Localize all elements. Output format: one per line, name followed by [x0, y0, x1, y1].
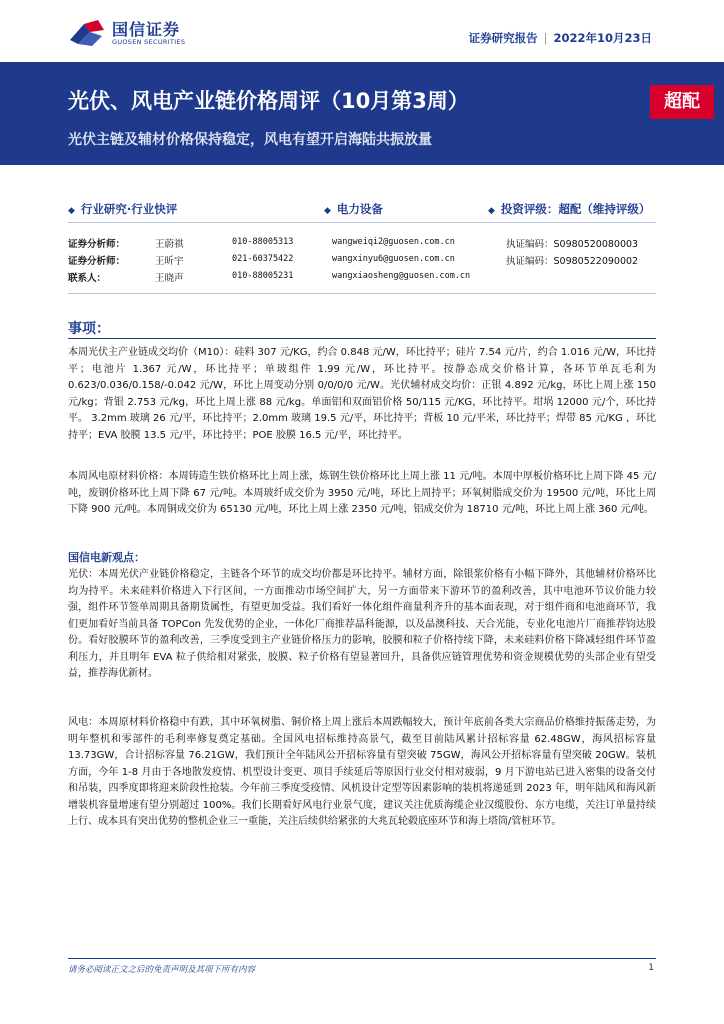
report-subtitle: 光伏主链及辅材价格保持稳定，风电有望开启海陆共振放量 — [68, 132, 432, 148]
report-meta: 证券研究报告 | 2022年10月23日 — [468, 31, 652, 45]
report-type: 证券研究报告 — [468, 31, 538, 45]
footer-disclaimer: 请务必阅读正文之后的免责声明及其项下所有内容 — [68, 965, 256, 975]
rating-badge: 超配 — [650, 85, 714, 119]
diamond-icon: ◆ — [324, 206, 331, 216]
section-title: 事项： — [68, 321, 110, 337]
diamond-icon: ◆ — [488, 206, 495, 216]
page-number: 1 — [648, 963, 654, 973]
contact-email[interactable]: wangxiaosheng@guosen.com.cn — [332, 271, 471, 281]
paragraph-wind-materials: 本周风电原材料价格：本周铸造生铁价格环比上周上涨，炼钢生铁价格环比上周上涨 11 元/吨。本周中厚板价格环比上周下降 45 元/吨，废钢价格环比上周下降 67 元/吨。本周玻纤成交价为 3950 元/吨，环比上周持平；环氧树脂成交价为 19500 元/吨，环比上周下降 900 元/吨。本周铜成交价为 65130 元/吨，环比上周上涨 2350 元/吨，铝成交价为 18710 元/吨，环比上周上涨 360 元/吨。 — [68, 471, 656, 515]
analyst-role: 证券分析师： — [68, 256, 126, 267]
analyst-role: 证券分析师： — [68, 239, 126, 250]
analyst-email[interactable]: wangweiqi2@guosen.com.cn — [332, 237, 455, 247]
divider — [68, 222, 656, 223]
category-industry: ◆ 行业研究·行业快评 — [68, 202, 178, 216]
brand-logo-icon — [68, 18, 106, 48]
contact-phone: 010-88005231 — [232, 271, 294, 281]
category-sector: ◆ 电力设备 — [324, 202, 383, 216]
brand-name-en: GUOSEN SECURITIES — [112, 38, 186, 46]
brand-name: 国信证券 — [112, 20, 181, 39]
analyst-phone: 010-88005313 — [232, 237, 294, 247]
contact-role: 联系人： — [68, 273, 107, 284]
paragraph-view-pv: 光伏：本周光伏产业链价格稳定，主链各个环节的成交均价都是环比持平。辅材方面，除银浆价格有小幅下降外，其他辅材价格环比均为持平。未来硅料价格进入下行区间，一方面推动市场空间扩大，另一方面带来下游环节的盈利改善，其中电池环节议价能力较强，组件环节签单周期具备期货属性，有望更加受益。我们看好一体化组件商量利齐升的基本面表现，对于组件商和电池商环节，我们更加看好当前具备 TOPCon 先发优势的企业，一体化厂商推荐晶科能源，以及晶澳科技、天合光能，专业化电池片厂商推荐钧达股份。看好胶膜环节的盈利改善，三季度受到主产业链价格压力的影响，胶膜和粒子价格持续下降，未来硅料价格下降减轻组件环节盈利压力，并且明年 EVA 粒子供给相对紧张，胶膜、粒子价格有望显著回升，具备供应链管理优势和资金规模优势的头部企业有望受益，推荐海优新材。 — [68, 569, 656, 679]
analyst-name: 王蔚祺 — [155, 239, 184, 250]
analyst-email[interactable]: wangxinyu6@guosen.com.cn — [332, 254, 455, 264]
subsection-title: 国信电新观点： — [68, 551, 145, 564]
category-rating: ◆ 投资评级：超配（维持评级） — [488, 202, 651, 216]
divider — [68, 293, 656, 294]
footer-divider — [68, 958, 656, 959]
analyst-name: 王昕宇 — [155, 256, 184, 267]
diamond-icon: ◆ — [68, 206, 75, 216]
report-date: 2022年10月23日 — [553, 31, 652, 45]
report-title: 光伏、风电产业链价格周评（10月第3周） — [68, 89, 469, 113]
analyst-phone: 021-60375422 — [232, 254, 294, 264]
section-underline — [68, 338, 656, 339]
analyst-cert: 执证编码：S0980522090002 — [506, 256, 639, 267]
paragraph-view-wind: 风电：本周原材料价格稳中有跌，其中环氧树脂、铜价格上周上涨后本周跌幅较大，预计年底前各类大宗商品价格维持振荡走势，为明年整机和零部件的毛利率修复奠定基础。全国风电招标维持高景气，截至目前陆风累计招标容量 62.48GW，海风招标容量 13.73GW，合计招标容量 76.21GW，我们预计全年陆风公开招标容量有望突破 75GW，海风公开招标容量有望突破 20GW。装机方面，今年 1-8 月由于各地散发疫情、机型设计变更、项目手续延后等原因行业交付相对疲弱，9 月下游电站已进入密集的设备交付和吊装，四季度即将迎来阶段性抢装。今年前三季度受疫情、风机设计定型等因素影响的装机将递延到 2023 年，明年陆风和海风新增装机容量增速有望分别超过 100%。我们长期看好风电行业景气度，建议关注优质海缆企业汉缆股份、东方电缆，关注订单量持续上行、成本具有突出优势的整机企业三一重能，关注后续供给紧张的大兆瓦轮毂底座环节和海上塔筒/管桩环节。 — [68, 717, 656, 827]
paragraph-pv-prices: 本周光伏主产业链成交均价（M10）：硅料 307 元/KG，约合 0.848 元/W，环比持平；硅片 7.54 元/片，约合 1.016 元/W，环比持平；电池片 1.367 元/W，环比持平；单玻组件 1.99 元/W，环比持平。按静态成交价格计算，各环节单瓦毛利为 0.623/0.036/0.158/-0.042 元/W，环比上周变动分别 0/0/0/0 元/W。光伏辅材成交均价：正银 4.892 元/kg，环比上周上涨 150 元/kg；背银 2.753 元/kg，环比上周上涨 88 元/kg。单面铝和双面铝价格 50/115 元/KG，环比持平。坩埚 12000 元/个，环比持平。 3.2mm 玻璃 26 元/平，环比持平；2.0mm 玻璃 19.5 元/平，环比持平；背板 10 元/平米，环比持平；焊带 85 元/KG ，环比持平；EVA 胶膜 13.5 元/平，环比持平；POE 胶膜 16.5 元/平，环比持平。 — [68, 347, 656, 441]
analyst-cert: 执证编码：S0980520080003 — [506, 239, 639, 250]
contact-name: 王晓声 — [155, 273, 184, 284]
